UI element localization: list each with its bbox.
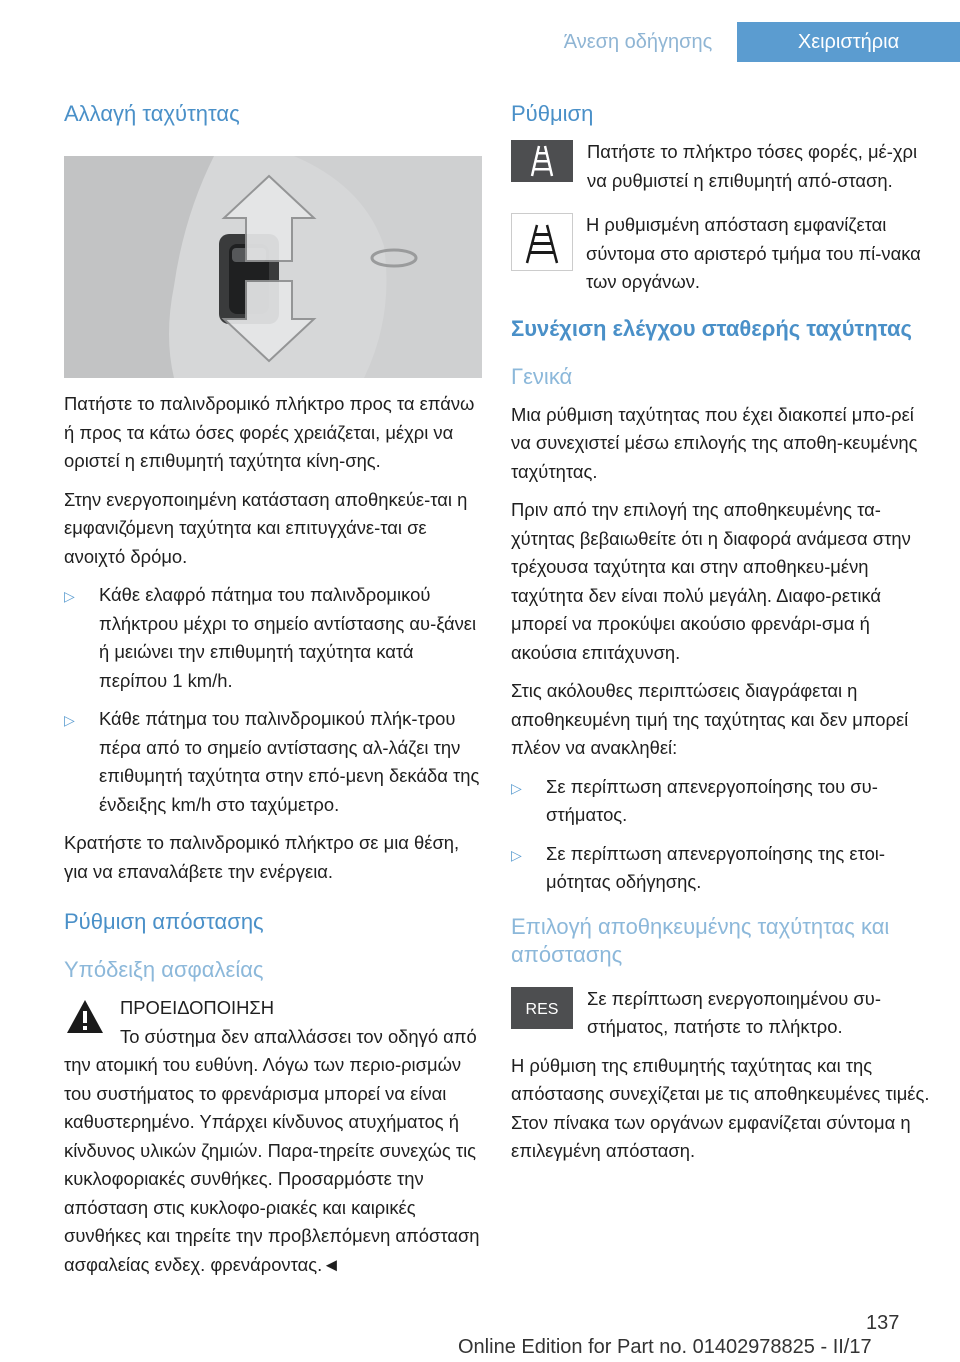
- distance-display-icon: [511, 213, 573, 280]
- page-header: [0, 0, 960, 62]
- select-stored-title: Επιλογή αποθηκευμένης ταχύτητας και απόστασης: [511, 913, 890, 967]
- left-column: [64, 100, 482, 1295]
- right-column: [511, 100, 931, 1176]
- paragraph: Στην ενεργοποιημένη κατάσταση αποθηκεύε‐ται η εμφανιζόμενη ταχύτητα και επιτυγχάνε‐ται σε ανοιχτό δρόμο.: [64, 488, 468, 567]
- paragraph: Πριν από την επιλογή της αποθηκευμένης τα‐χύτητας βεβαιωθείτε ότι η διαφορά ανάμεσα στην τρέχουσα ταχύτητα και στην αποθηκευ‐μένη ταχύτητα δεν είναι πολύ μεγάλη. Διαφο‐ρετικά μπορεί να προκύψει ακούσιο φρενάρι‐σμα ή ακούσια επιτάχυνση.: [511, 499, 911, 663]
- triangle-bullet-icon: ▷: [511, 846, 522, 863]
- list-item-text: Κάθε πάτημα του παλινδρομικού πλήκ‐τρου πέρα από το σημείο αντίστασης αλ‐λάζει την επιθυμητή ταχύτητα στην επό‐μενη δεκάδα της ένδειξης km/h στο ταχύμετρο.: [99, 708, 480, 815]
- list-item: [511, 840, 931, 897]
- warning-block: [64, 994, 482, 1279]
- list-item-text: Κάθε ελαφρό πάτημα του παλινδρομικού πλήκτρου μέχρι το σημείο αντίστασης αυ‐ξάνει ή μειώνει την επιθυμητή ταχύτητα κατά περίπου 1 km/h.: [99, 584, 477, 691]
- edition-footer: Online Edition for Part no. 01402978825 - II/17: [458, 1336, 872, 1358]
- paragraph: Κρατήστε το παλινδρομικό πλήκτρο σε μια θέση, για να επαναλάβετε την ενέργεια.: [64, 832, 460, 882]
- paragraph: Η ρύθμιση της επιθυμητής ταχύτητας και της απόστασης συνεχίζεται με τις αποθηκευμένες τιμές. Στον πίνακα των οργάνων εμφανίζεται σύντομα η επιλεγμένη απόσταση.: [511, 1054, 930, 1161]
- section-tab[interactable]: Άνεση οδήγησης: [563, 30, 713, 53]
- paragraph: Η ρυθμισμένη απόσταση εμφανίζεται σύντομα στο αριστερό τμήμα του πί‐νακα των οργάνων.: [586, 214, 921, 292]
- steering-wheel-photo: [64, 156, 482, 378]
- resume-cruise-title: Συνέχιση ελέγχου σταθερής ταχύτητας: [511, 315, 912, 341]
- paragraph: Στις ακόλουθες περιπτώσεις διαγράφεται η αποθηκευμένη τιμή της ταχύτητας και δεν μπορεί πλέον να ανακληθεί:: [511, 680, 909, 758]
- warning-icon: [64, 996, 106, 1047]
- page-number: 137: [866, 1312, 900, 1334]
- speed-change-title: Αλλαγή ταχύτητας: [64, 101, 240, 126]
- triangle-bullet-icon: ▷: [64, 588, 75, 604]
- list-item: [64, 705, 482, 819]
- list-item: [511, 773, 931, 830]
- triangle-bullet-icon: ▷: [511, 779, 522, 796]
- distance-setting-title: Ρύθμιση απόστασης: [64, 909, 264, 934]
- safety-note-title: Υπόδειξη ασφαλείας: [64, 957, 264, 982]
- paragraph: Μια ρύθμιση ταχύτητας που έχει διακοπεί μπο‐ρεί να συνεχιστεί μέσω επιλογής της αποθη‐κευμένης ταχύτητας.: [511, 403, 918, 482]
- distance-display-para: [511, 211, 931, 297]
- paragraph: Πατήστε το πλήκτρο τόσες φορές, μέ‐χρι να ρυθμιστεί η επιθυμητή από‐σταση.: [587, 141, 918, 191]
- list-item-text: Σε περίπτωση απενεργοποίησης του συ‐στήματος.: [546, 775, 878, 825]
- res-button-para: [511, 985, 931, 1042]
- triangle-bullet-icon: ▷: [64, 712, 75, 728]
- distance-button-para: [511, 138, 931, 195]
- list-item: [64, 581, 482, 695]
- distance-button-icon: [511, 140, 573, 191]
- warning-label: ΠΡΟΕΙΔΟΠΟΙΗΣΗ: [120, 997, 275, 1018]
- setting-title: Ρύθμιση: [511, 101, 594, 126]
- svg-text:RES: RES: [525, 1000, 559, 1018]
- paragraph: Πατήστε το παλινδρομικό πλήκτρο προς τα επάνω ή προς τα κάτω όσες φορές χρειάζεται, μέχρι να οριστεί η επιθυμητή ταχύτητα κίνη‐σης.: [64, 393, 475, 471]
- chapter-tab[interactable]: Χειριστήρια: [737, 22, 960, 62]
- general-title: Γενικά: [511, 363, 573, 389]
- paragraph: Σε περίπτωση ενεργοποιημένου συ‐στήματος, πατήστε το πλήκτρο.: [587, 987, 881, 1037]
- list-item-text: Σε περίπτωση απενεργοποίησης της ετοι‐μότητας οδήγησης.: [546, 842, 886, 892]
- res-button-icon: [511, 987, 573, 1038]
- warning-text: Το σύστημα δεν απαλλάσσει τον οδηγό από την ατομική του ευθύνη. Λόγω των περιο‐ρισμών του συστήματος το φρενάρισμα μπορεί να είναι καθυστερημένο. Υπάρχει κίνδυνος ατυχήματος ή κίνδυνος υλικών ζημιών. Παρα‐τηρείτε συνεχώς τις κυκλοφοριακές συνθήκες. Προσαρμόστε την απόσταση στις κυκλοφο‐ριακές και καιρικές συνθήκες και τηρείτε την προβλεπόμενη απόσταση ασφαλείας ενδεχ. φρενάροντας.◄: [64, 1025, 480, 1275]
